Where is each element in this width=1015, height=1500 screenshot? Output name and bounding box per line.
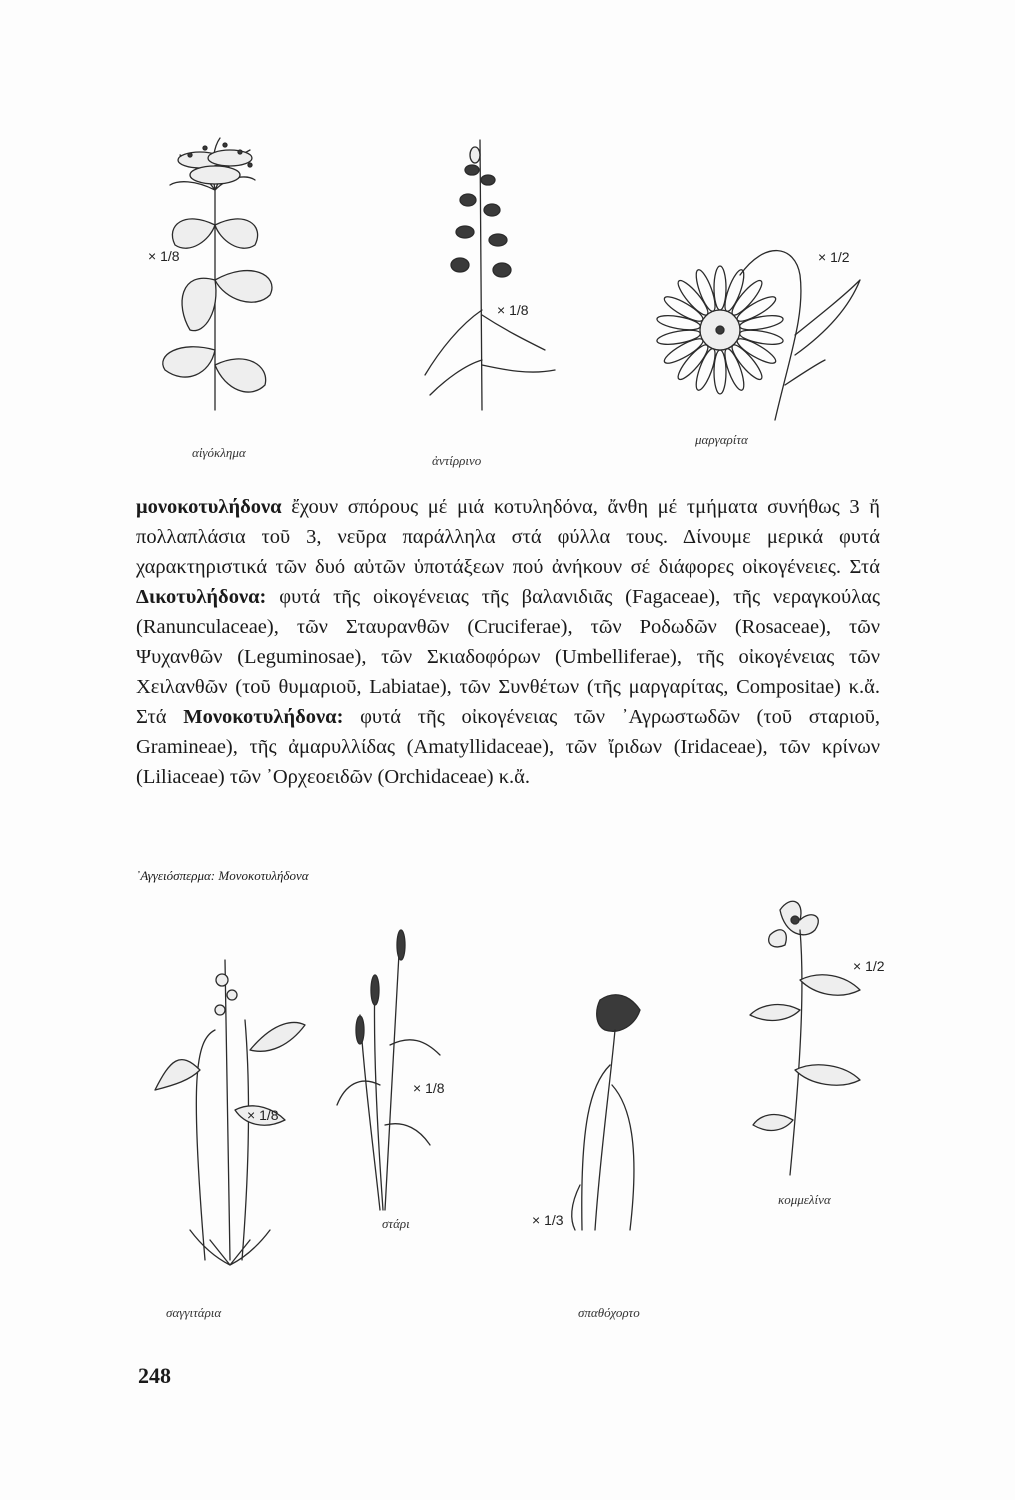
daisy-scale: × 1/2: [818, 249, 850, 265]
snapdragon-illustration: [420, 140, 560, 420]
gladiolus-scale: × 1/3: [532, 1212, 564, 1228]
sagittaria-scale: × 1/8: [247, 1107, 279, 1123]
sagittaria-caption: σαγγιτάρια: [166, 1305, 222, 1320]
text-run: φυτά τῆς οἰκογένειας τῆς βαλανιδιᾶς (Fagaceae), τῆς νεραγκούλας (Ranunculaceae), τῶν Σταυρανθῶν (Cruciferae), τῶν Ροδωδῶν (Rosaceae), τῶν Ψυχανθῶν (Leguminosae), τῶν Σκιαδοφόρων (Umbelliferae), τῆς οἰκογένειας τῶν Χειλανθῶν (τοῦ θυμαριοῦ, Labiatae), τῶν Συνθέτων (τῆς μαργαρίτας, Compositae) κ.ἄ. Στά: [136, 586, 880, 728]
sagittaria-illustration: [150, 960, 310, 1290]
gladiolus-illustration: [560, 985, 670, 1235]
commelina-scale: × 1/2: [853, 958, 885, 974]
honeysuckle-scale: × 1/8: [148, 248, 180, 264]
term-monocotyledons-heading: Μονοκοτυλήδονα:: [183, 706, 344, 728]
snapdragon-scale: × 1/8: [497, 302, 529, 318]
term-dicotyledons: Δικοτυλήδονα:: [136, 586, 267, 608]
text-run: ἔχουν σπόρους μέ μιά κοτυληδόνα, ἄνθη μέ τμήματα συνήθως 3 ἤ πολλαπλάσια τοῦ 3, νεῦρα παράλληλα στά φύλλα τους. Δίνουμε μερικά φυτά χαρακτηριστικά τῶν δυό αὐτῶν ὑποτάξεων πού ἀνήκουν σέ διάφορες οἰκογένειες. Στά: [136, 496, 880, 578]
honeysuckle-illustration: [130, 130, 300, 430]
body-paragraph: [136, 492, 880, 792]
commelina-caption: κομμελίνα: [778, 1192, 831, 1207]
term-monocotyledons: μονοκοτυλήδονα: [136, 496, 282, 518]
daisy-caption: μαργαρίτα: [695, 432, 748, 447]
text-run: φυτά τῆς οἰκογένειας τῶν ᾿Αγρωστωδῶν (τοῦ σταριοῦ, Gramineae), τῆς ἀμαρυλλίδας (Amatyllidaceae), τῶν ἴριδων (Iridaceae), τῶν κρίνων (Liliaceae) τῶν ᾿Ορχεοειδῶν (Orchidaceae) κ.ἄ.: [136, 706, 880, 788]
wheat-illustration: [335, 925, 445, 1215]
wheat-scale: × 1/8: [413, 1080, 445, 1096]
honeysuckle-caption: αἰγόκλημα: [192, 445, 246, 460]
commelina-illustration: [745, 890, 880, 1185]
gladiolus-caption: σπαθόχορτο: [578, 1305, 640, 1320]
snapdragon-caption: ἀντίρρινο: [432, 453, 482, 468]
section-label: ᾿Αγγειόσπερμα: Μονοκοτυλήδονα: [136, 868, 309, 883]
wheat-caption: στάρι: [382, 1216, 410, 1231]
page-number: 248: [138, 1363, 171, 1388]
